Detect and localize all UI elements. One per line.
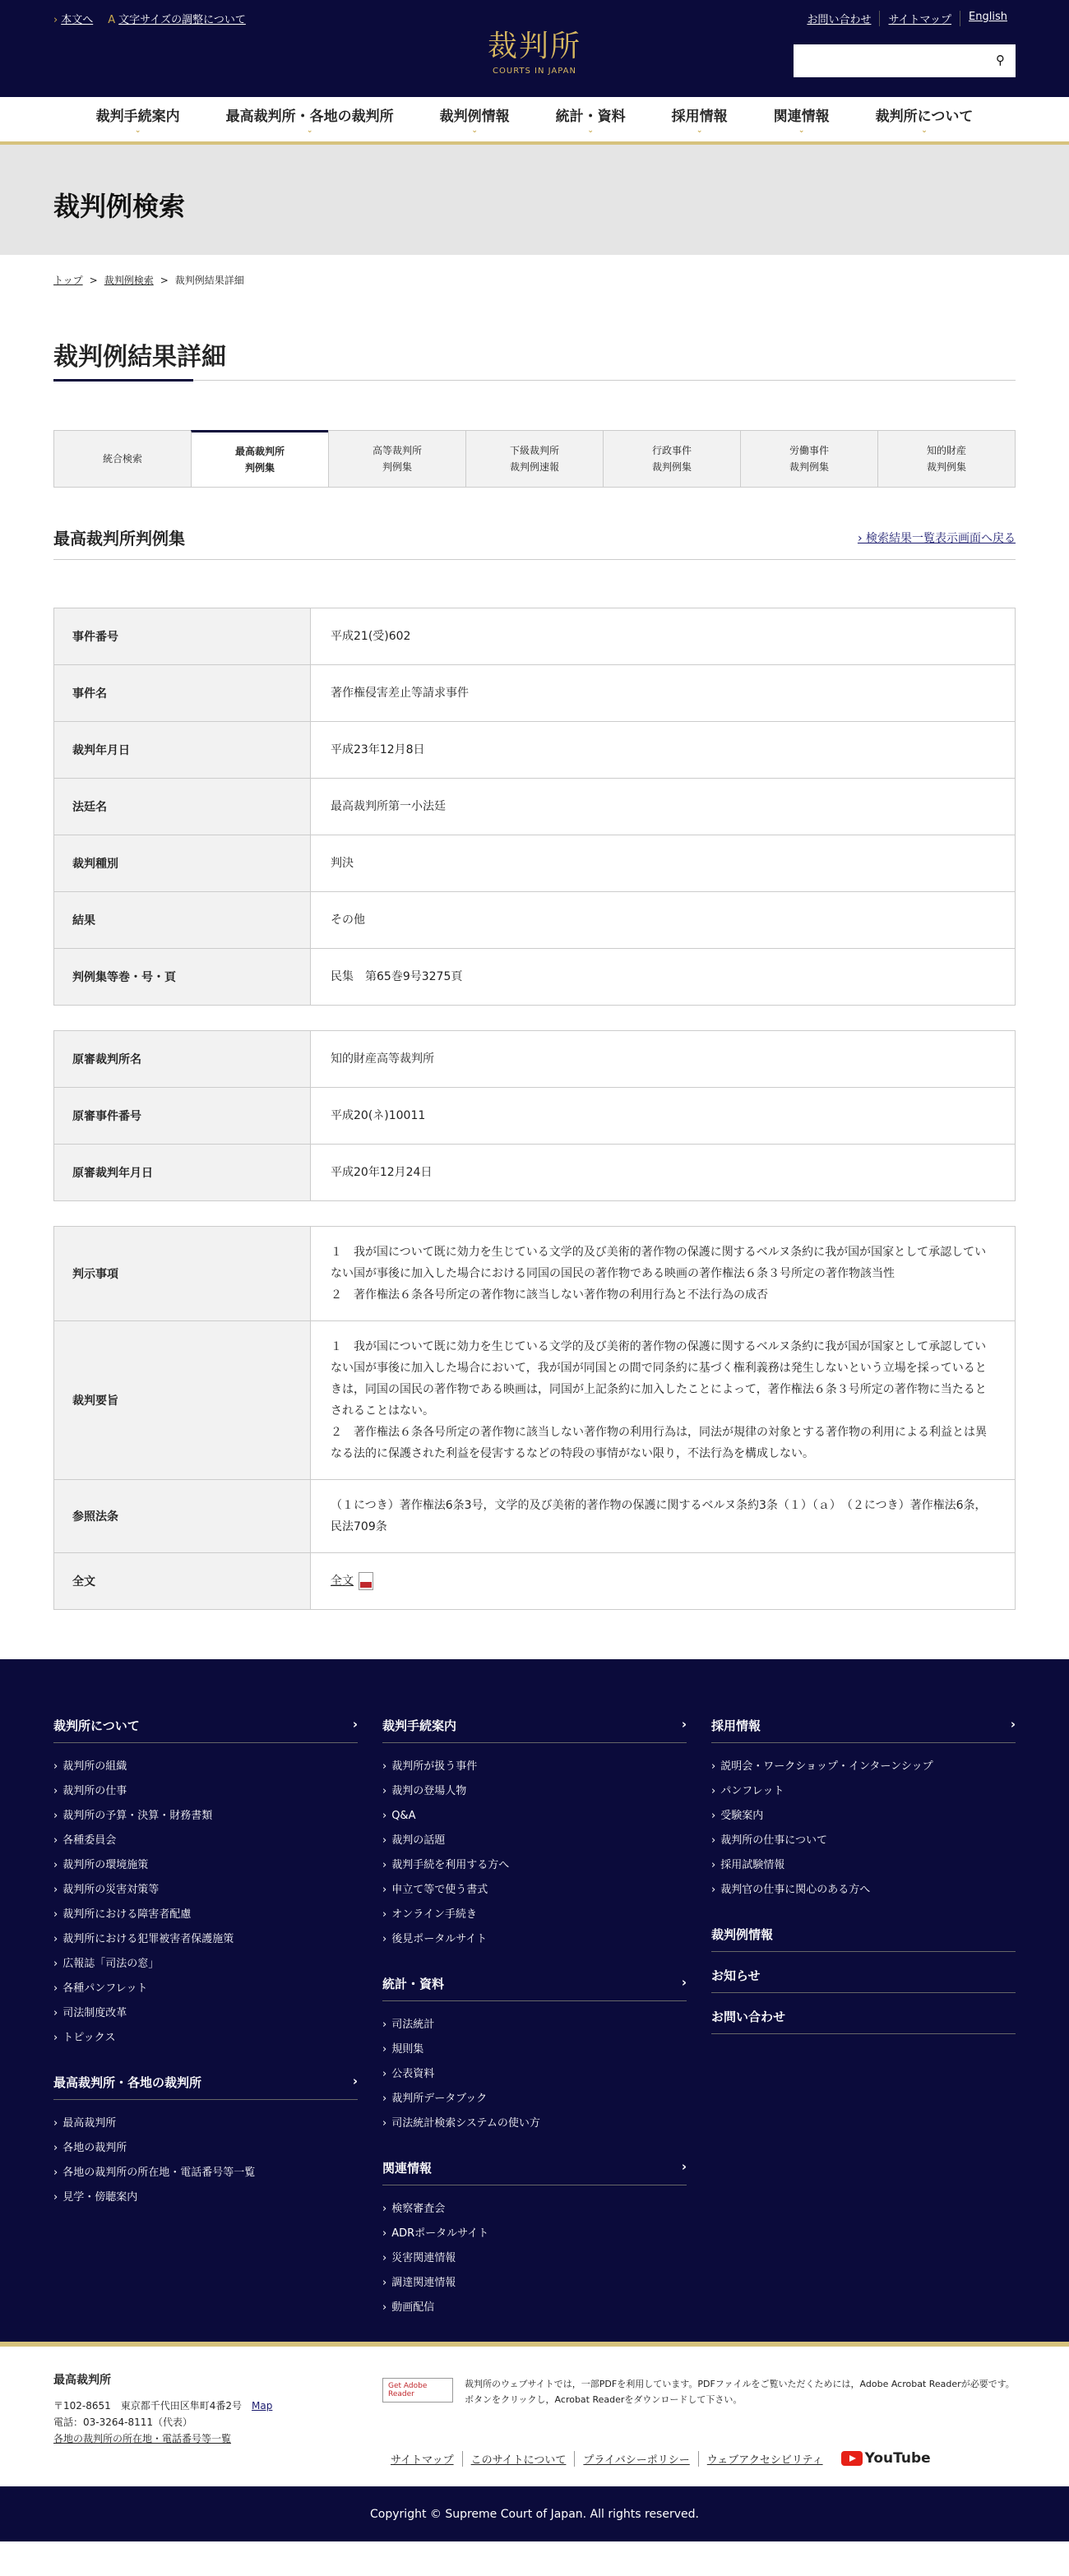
footer-link[interactable]: › 調達関連情報 — [382, 2271, 687, 2296]
row-value: 著作権侵害差止等請求事件 — [311, 665, 1016, 722]
adobe-reader-button[interactable]: Get Adobe Reader — [382, 2378, 453, 2403]
footer-privacy-link[interactable]: プライバシーポリシー — [574, 2451, 697, 2467]
org-name: 最高裁判所 — [53, 2374, 111, 2387]
footer-heading[interactable] — [53, 1717, 358, 1743]
gnav-label: 裁判所について — [875, 109, 974, 125]
footer-list — [53, 1755, 358, 2051]
row-label: 原審裁判年月日 — [54, 1145, 311, 1201]
footer-link[interactable]: › 司法統計検索システムの使い方 — [382, 2111, 687, 2136]
footer-link[interactable]: › 見学・傍聴案内 — [53, 2185, 358, 2210]
tab-administrative[interactable]: 行政事件 裁判例集 — [603, 431, 740, 487]
row-value: 最高裁判所第一小法廷 — [311, 779, 1016, 835]
chevron-down-icon: ⌄ — [587, 127, 594, 135]
chevron-right-icon: › — [681, 2159, 687, 2174]
gnav-label: 裁判例情報 — [439, 109, 510, 125]
footer-link[interactable]: › 裁判所における障害者配慮 — [53, 1903, 358, 1927]
row-value — [311, 1227, 1016, 1321]
breadcrumb-search[interactable]: 裁判例検索 — [104, 275, 154, 286]
arrow-icon: › — [53, 14, 58, 26]
row-label: 裁判年月日 — [54, 722, 311, 779]
footer-link[interactable]: › 裁判官の仕事に関心のある方へ — [711, 1878, 1016, 1903]
section-header — [53, 525, 1016, 560]
footer-link[interactable]: › 裁判所の災害対策等 — [53, 1878, 358, 1903]
footer-link[interactable]: › 最高裁判所 — [53, 2111, 358, 2136]
footer-heading-label: 裁判所について — [53, 1718, 140, 1733]
row-value: 平成21(受)602 — [311, 608, 1016, 665]
table-row — [54, 665, 1016, 722]
tab-integrated-search[interactable]: 統合検索 — [54, 431, 191, 487]
row-value: 平成23年12月8日 — [311, 722, 1016, 779]
footer-link[interactable]: › ADRポータルサイト — [382, 2222, 687, 2246]
footer-link[interactable]: › 申立て等で使う書式 — [382, 1878, 687, 1903]
gnav-label: 裁判手続案内 — [95, 109, 180, 125]
footer-heading-label: 統計・資料 — [382, 1977, 445, 1991]
chevron-right-icon: › — [681, 1975, 687, 1990]
table-row — [54, 722, 1016, 779]
footer-heading-label: 採用情報 — [711, 1718, 761, 1733]
tab-bar — [53, 430, 1016, 488]
gnav-label: 最高裁判所・各地の裁判所 — [225, 109, 394, 125]
chevron-down-icon: ⌄ — [134, 127, 141, 135]
table-row — [54, 1321, 1016, 1480]
chevron-right-icon: › — [681, 1717, 687, 1732]
row-value: 平成20(ネ)10011 — [311, 1088, 1016, 1145]
row-label: 結果 — [54, 892, 311, 949]
footer-link[interactable]: › オンライン手続き — [382, 1903, 687, 1927]
pdf-icon[interactable] — [359, 1572, 373, 1590]
gnav-label: 統計・資料 — [555, 109, 626, 125]
footer-accessibility-link[interactable]: ウェブアクセシビリティ — [698, 2451, 831, 2467]
breadcrumb — [0, 255, 1069, 287]
tab-ip[interactable]: 知的財産 裁判例集 — [877, 431, 1015, 487]
footer-heading[interactable] — [382, 1975, 687, 2001]
page-title: 裁判例結果詳細 — [53, 343, 226, 372]
footer-link[interactable]: › Q&A — [382, 1804, 687, 1829]
chevron-down-icon: ⌄ — [696, 127, 703, 135]
footer-col-2 — [382, 1717, 687, 2314]
row-label: 参照法条 — [54, 1480, 311, 1553]
chevron-right-icon: › — [352, 1717, 358, 1732]
row-label: 原審事件番号 — [54, 1088, 311, 1145]
row-label: 裁判要旨 — [54, 1321, 311, 1480]
footer-heading[interactable] — [382, 1717, 687, 1743]
utility-links — [798, 11, 1016, 26]
hanji-item-1: １ 我が国について既に効力を生じている文学的及び美術的著作物の保護に関するベルヌ条約に我が国が国家として承認していない国が事後に加入した場合における同国の国民の著作物である映画の著作権法６条３号所定の著作物該当性 — [331, 1246, 987, 1280]
row-label: 判示事項 — [54, 1227, 311, 1321]
tab-supreme-court[interactable]: 最高裁判所 判例集 — [191, 430, 328, 487]
footer-list — [711, 1755, 1016, 1903]
tab-labor[interactable]: 労働事件 裁判例集 — [740, 431, 877, 487]
footer-heading[interactable] — [53, 2074, 358, 2100]
footer-heading-label: 関連情報 — [382, 2161, 433, 2176]
table-row — [54, 1088, 1016, 1145]
chevron-down-icon: ⌄ — [798, 127, 805, 135]
footer-col-3 — [711, 1717, 1016, 2292]
footer-link[interactable]: › トピックス — [53, 2026, 358, 2051]
row-value: 判決 — [311, 835, 1016, 892]
gnav-procedures[interactable] — [73, 104, 203, 134]
footer-link[interactable]: › 裁判所データブック — [382, 2087, 687, 2111]
footer-news-link[interactable]: お知らせ — [711, 1967, 1016, 1993]
footer-heading[interactable] — [711, 1717, 1016, 1743]
footer-link[interactable]: › 説明会・ワークショップ・インターンシップ — [711, 1755, 1016, 1779]
footer-link[interactable]: › 災害関連情報 — [382, 2246, 687, 2271]
logo-jp: 裁判所 — [487, 30, 581, 63]
footer-link[interactable]: › 司法制度改革 — [53, 2001, 358, 2026]
original-court-table — [53, 1030, 1016, 1201]
footer-link[interactable]: › 広報誌「司法の窓」 — [53, 1952, 358, 1977]
row-value: 知的財産高等裁判所 — [311, 1031, 1016, 1088]
table-row — [54, 608, 1016, 665]
footer-link[interactable]: › 裁判の話題 — [382, 1829, 687, 1853]
phone-text: 電話：03-3264-8111（代表） — [53, 2416, 193, 2428]
gnav-precedents[interactable] — [417, 104, 533, 134]
site-header — [0, 0, 1069, 97]
footer-link[interactable]: › 裁判所の仕事について — [711, 1829, 1016, 1853]
footer-bottom — [0, 2342, 1069, 2486]
gnav-label: 採用情報 — [671, 109, 728, 125]
gnav-related[interactable] — [751, 104, 853, 134]
search-input[interactable] — [794, 44, 1016, 77]
english-link[interactable]: English — [960, 11, 1016, 26]
section-title: 最高裁判所判例集 — [53, 529, 185, 548]
back-link-label: 検索結果一覧表示画面へ戻る — [866, 531, 1016, 545]
title-underline — [53, 379, 193, 382]
youtube-icon — [841, 2451, 863, 2466]
full-text-link[interactable]: 全文 — [331, 1575, 354, 1588]
row-label: 事件番号 — [54, 608, 311, 665]
row-value: 民集 第65巻9号3275頁 — [311, 949, 1016, 1006]
gnav-about[interactable] — [853, 104, 997, 134]
row-value — [311, 1553, 1016, 1610]
footer-bottom-links — [382, 2450, 931, 2467]
footer-link[interactable]: › 裁判の登場人物 — [382, 1779, 687, 1804]
text-size-icon: A — [108, 14, 116, 26]
footer-heading[interactable] — [382, 2159, 687, 2185]
gnav-recruitment[interactable] — [649, 104, 751, 134]
row-value: その他 — [311, 892, 1016, 949]
back-to-results-link[interactable]: › 検索結果一覧表示画面へ戻る — [857, 531, 1016, 545]
court-list-link[interactable]: 各地の裁判所の所在地・電話番号等一覧 — [53, 2433, 232, 2444]
yoshi-item-1: １ 我が国について既に効力を生じている文学的及び美術的著作物の保護に関するベルヌ条約に我が国が国家として承認していない国が事後に加入した場合において，我が国が同国との間で同条約に基づく権利義務は発生しないという立場を採っているときは，同国の国民の著作物である映画は，同国が上記条約に加入したことによって，著作権法６条３号所定の著作物に当たるとされることはない。 — [331, 1340, 987, 1417]
table-row — [54, 1553, 1016, 1610]
table-row — [54, 779, 1016, 835]
font-size-link[interactable]: 文字サイズの調整について — [118, 14, 246, 26]
row-value — [311, 1321, 1016, 1480]
footer-link[interactable]: › 裁判所の環境施策 — [53, 1853, 358, 1878]
youtube-label: YouTube — [864, 2450, 931, 2467]
sitemap-link[interactable]: サイトマップ — [879, 11, 960, 26]
breadcrumb-current: 裁判例結果詳細 — [174, 275, 244, 286]
table-row — [54, 1480, 1016, 1553]
chevron-right-icon: › — [1010, 1717, 1016, 1732]
footer-link[interactable]: › 各種パンフレット — [53, 1977, 358, 2001]
chevron-down-icon: ⌄ — [306, 127, 313, 135]
copyright: Copyright © Supreme Court of Japan. All rights reserved. — [0, 2486, 1069, 2541]
row-label: 裁判種別 — [54, 835, 311, 892]
row-label: 事件名 — [54, 665, 311, 722]
footer-link[interactable]: › 受験案内 — [711, 1804, 1016, 1829]
global-nav — [0, 97, 1069, 145]
address-text: 〒102-8651 東京都千代田区隼町4番2号 — [53, 2400, 243, 2412]
gnav-courts[interactable] — [203, 104, 417, 134]
footer-nav — [0, 1659, 1069, 2342]
map-link[interactable]: Map — [252, 2400, 273, 2412]
breadcrumb-separator: > — [89, 275, 98, 286]
tab-high-court[interactable]: 高等裁判所 判例集 — [328, 431, 465, 487]
breadcrumb-top[interactable]: トップ — [53, 275, 83, 286]
logo-en: COURTS IN JAPAN — [493, 67, 576, 76]
footer-link[interactable]: › 裁判所の組織 — [53, 1755, 358, 1779]
row-value: 平成20年12月24日 — [311, 1145, 1016, 1201]
footer-link[interactable]: › 公表資料 — [382, 2062, 687, 2087]
row-label: 原審裁判所名 — [54, 1031, 311, 1088]
gnav-statistics[interactable] — [533, 104, 649, 134]
footer-link[interactable]: › 裁判所が扱う事件 — [382, 1755, 687, 1779]
footer-link[interactable]: › 採用試験情報 — [711, 1853, 1016, 1878]
row-label: 判例集等巻・号・頁 — [54, 949, 311, 1006]
row-value: （１につき）著作権法6条3号，文学的及び美術的著作物の保護に関するベルヌ条約3条（１）（ａ） （２につき）著作権法6条，民法709条 — [311, 1480, 1016, 1553]
footer-list — [382, 1755, 687, 1952]
page-banner — [0, 145, 1069, 255]
footer-about-site-link[interactable]: このサイトについて — [462, 2451, 575, 2467]
table-row — [54, 892, 1016, 949]
search-icon[interactable]: ⚲ — [996, 53, 1005, 67]
footer-heading-label: 最高裁判所・各地の裁判所 — [53, 2075, 202, 2090]
footer-list — [382, 2013, 687, 2136]
banner-title: 裁判例検索 — [53, 191, 186, 222]
judgment-summary-table — [53, 1226, 1016, 1610]
footer-contact-link[interactable]: お問い合わせ — [711, 2008, 1016, 2034]
chevron-down-icon: ⌄ — [471, 127, 478, 135]
footer-link[interactable]: › パンフレット — [711, 1779, 1016, 1804]
footer-link[interactable]: › 各地の裁判所の所在地・電話番号等一覧 — [53, 2161, 358, 2185]
page-title-block — [53, 336, 1016, 381]
footer-list — [53, 2111, 358, 2210]
breadcrumb-separator: > — [160, 275, 169, 286]
footer-link[interactable]: › 後見ポータルサイト — [382, 1927, 687, 1952]
footer-link[interactable]: › 検察審査会 — [382, 2197, 687, 2222]
chevron-right-icon: › — [352, 2074, 358, 2088]
table-row — [54, 1227, 1016, 1321]
footer-link[interactable]: › 動画配信 — [382, 2296, 687, 2320]
table-row — [54, 835, 1016, 892]
row-label: 法廷名 — [54, 779, 311, 835]
footer-list — [382, 2197, 687, 2320]
footer-sitemap-link[interactable]: サイトマップ — [391, 2453, 454, 2467]
footer-link[interactable]: › 裁判所における犯罪被害者保護施策 — [53, 1927, 358, 1952]
yoshi-item-2: ２ 著作権法６条各号所定の著作物に該当しない著作物の利用行為は，同法が規律の対象とする著作物の利用による利益とは異なる法的に保護された利益を侵害するなどの特段の事情がない限り，不法行為を構成しない。 — [331, 1426, 987, 1460]
footer-link[interactable]: › 司法統計 — [382, 2013, 687, 2037]
table-row — [54, 949, 1016, 1006]
table-row — [54, 1145, 1016, 1201]
chevron-down-icon: ⌄ — [921, 127, 928, 135]
footer-link[interactable]: › 規則集 — [382, 2037, 687, 2062]
tab-lower-court[interactable]: 下級裁判所 裁判例速報 — [465, 431, 603, 487]
footer-link[interactable]: › 裁判所の予算・決算・財務書類 — [53, 1804, 358, 1829]
footer-precedents-link[interactable]: 裁判例情報 — [711, 1926, 1016, 1952]
youtube-link[interactable] — [841, 2450, 931, 2467]
hanji-item-2: ２ 著作権法６条各号所定の著作物に該当しない著作物の利用行為と不法行為の成否 — [331, 1288, 768, 1302]
case-info-table — [53, 608, 1016, 1006]
footer-link[interactable]: › 裁判所の仕事 — [53, 1779, 358, 1804]
contact-link[interactable]: お問い合わせ — [807, 14, 872, 26]
footer-col-1 — [53, 1717, 358, 2292]
table-row — [54, 1031, 1016, 1088]
footer-heading-label: 裁判手続案内 — [382, 1718, 457, 1733]
acrobat-notice: 裁判所のウェブサイトでは，一部PDFを利用しています。PDFファイルをご覧いただくためには，Adobe Acrobat Readerが必要です。ボタンをクリックし，Acrobat Readerをダウンロードして下さい。 — [465, 2379, 1015, 2405]
row-label: 全文 — [54, 1553, 311, 1610]
footer-link[interactable]: › 裁判手続を利用する方へ — [382, 1853, 687, 1878]
footer-link[interactable]: › 各種委員会 — [53, 1829, 358, 1853]
gnav-label: 関連情報 — [773, 109, 830, 125]
footer-link[interactable]: › 各地の裁判所 — [53, 2136, 358, 2161]
skip-to-content-link[interactable]: 本文へ — [61, 14, 94, 26]
